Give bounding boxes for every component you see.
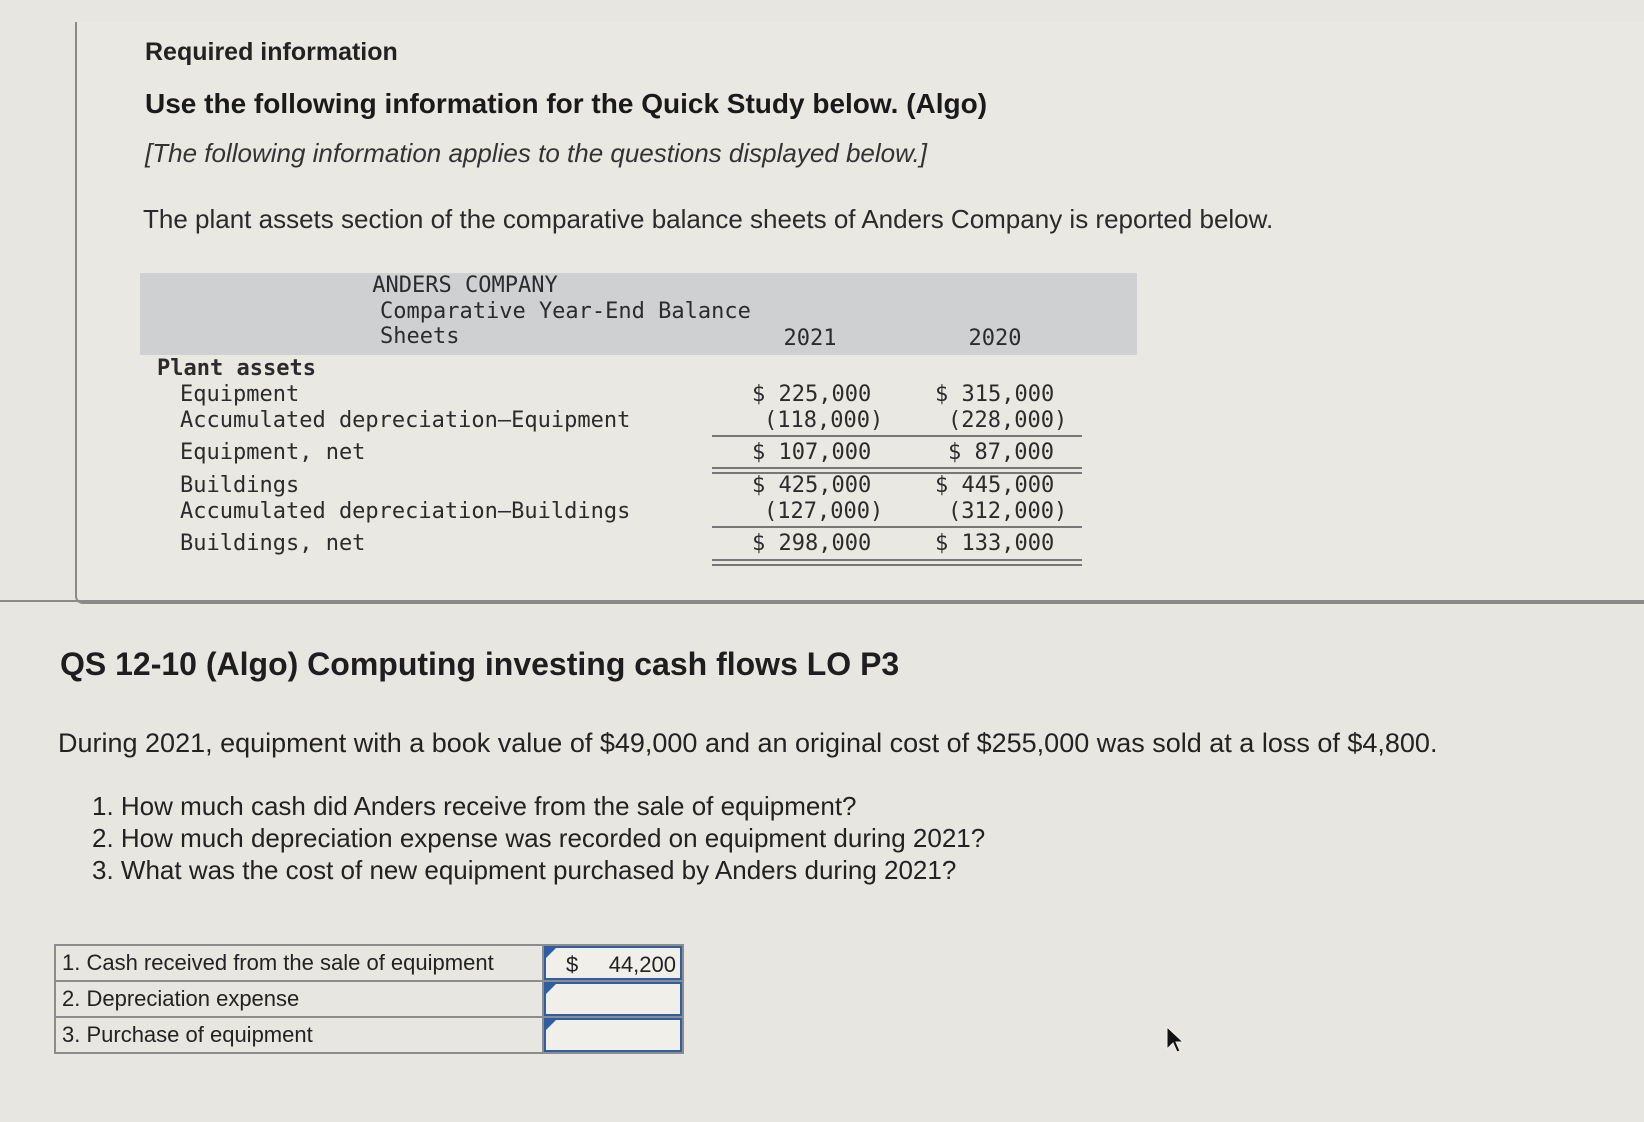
question-title: QS 12-10 (Algo) Computing investing cash flows LO P3 — [60, 646, 900, 682]
value-2020: (228,000) — [948, 408, 1068, 433]
value-2020: $ 133,000 — [935, 531, 1055, 556]
row-label: Buildings — [180, 473, 300, 498]
section-divider — [0, 600, 1644, 602]
value-2020: $ 87,000 — [948, 440, 1054, 465]
table-row — [55, 981, 683, 1017]
question-item: 1. How much cash did Anders receive from the sale of equipment? — [92, 791, 857, 821]
currency-symbol: $ — [566, 952, 579, 977]
subtotal-rule — [712, 526, 1082, 528]
row-label: Equipment — [180, 382, 300, 407]
answer-table — [54, 944, 684, 1054]
input-value: 44,200 — [608, 952, 676, 977]
table-row — [140, 408, 1137, 435]
balance-sheet-header — [140, 273, 1137, 355]
value-2021: $ 425,000 — [752, 473, 872, 498]
answer-cell — [543, 945, 683, 981]
total-double-rule — [712, 559, 1082, 566]
required-info-heading: Required information — [145, 38, 398, 66]
question-item: 3. What was the cost of new equipment purchased by Anders during 2021? — [92, 855, 957, 885]
table-row — [140, 440, 1137, 467]
table-row — [140, 473, 1137, 500]
flag-icon — [546, 984, 556, 994]
value-2020: (312,000) — [948, 499, 1068, 524]
value-2020: $ 445,000 — [935, 473, 1055, 498]
question-context: During 2021, equipment with a book value of $49,000 and an original cost of $255,000 was sold at a loss of $4,800. — [58, 728, 1438, 758]
subtotal-rule — [712, 435, 1082, 437]
flag-icon — [546, 948, 556, 958]
cash-received-input[interactable] — [544, 946, 682, 980]
section-label: Plant assets — [157, 356, 316, 381]
row-label: Equipment, net — [180, 440, 366, 465]
question-list — [92, 790, 985, 886]
year-2020: 2020 — [968, 326, 1022, 351]
use-info-heading: Use the following information for the Quick Study below. (Algo) — [145, 88, 988, 119]
company-name: ANDERS COMPANY — [372, 273, 558, 298]
row-label: Buildings, net — [180, 531, 366, 556]
section-row — [140, 356, 1137, 383]
table-row — [140, 531, 1137, 558]
value-2021: $ 298,000 — [752, 531, 872, 556]
value-2021: $ 107,000 — [752, 440, 872, 465]
year-2021: 2021 — [783, 326, 837, 351]
row-label: Accumulated depreciation—Equipment — [180, 408, 631, 433]
answer-label: 1. Cash received from the sale of equipment — [55, 945, 543, 981]
value-2021: (118,000) — [764, 408, 884, 433]
mouse-cursor-icon — [1165, 1025, 1185, 1055]
table-row — [140, 382, 1137, 409]
plant-assets-intro: The plant assets section of the comparative balance sheets of Anders Company is reported below. — [143, 204, 1274, 234]
answer-label: 3. Purchase of equipment — [55, 1017, 543, 1053]
applies-note: [The following information applies to the questions displayed below.] — [145, 138, 927, 168]
answer-label: 2. Depreciation expense — [55, 981, 543, 1017]
question-item: 2. How much depreciation expense was recorded on equipment during 2021? — [92, 823, 986, 853]
row-label: Accumulated depreciation—Buildings — [180, 499, 631, 524]
flag-icon — [546, 1020, 556, 1030]
value-2021: (127,000) — [764, 499, 884, 524]
value-2020: $ 315,000 — [935, 382, 1055, 407]
value-2021: $ 225,000 — [752, 382, 872, 407]
table-row — [140, 499, 1137, 526]
depreciation-expense-input[interactable] — [544, 982, 682, 1016]
answer-cell — [543, 1017, 683, 1053]
answer-cell — [543, 981, 683, 1017]
purchase-equipment-input[interactable] — [544, 1018, 682, 1052]
statement-subtitle: Comparative Year-End Balance Sheets — [380, 299, 751, 349]
balance-sheet — [140, 273, 1137, 573]
table-row — [55, 1017, 683, 1053]
table-row — [55, 945, 683, 981]
